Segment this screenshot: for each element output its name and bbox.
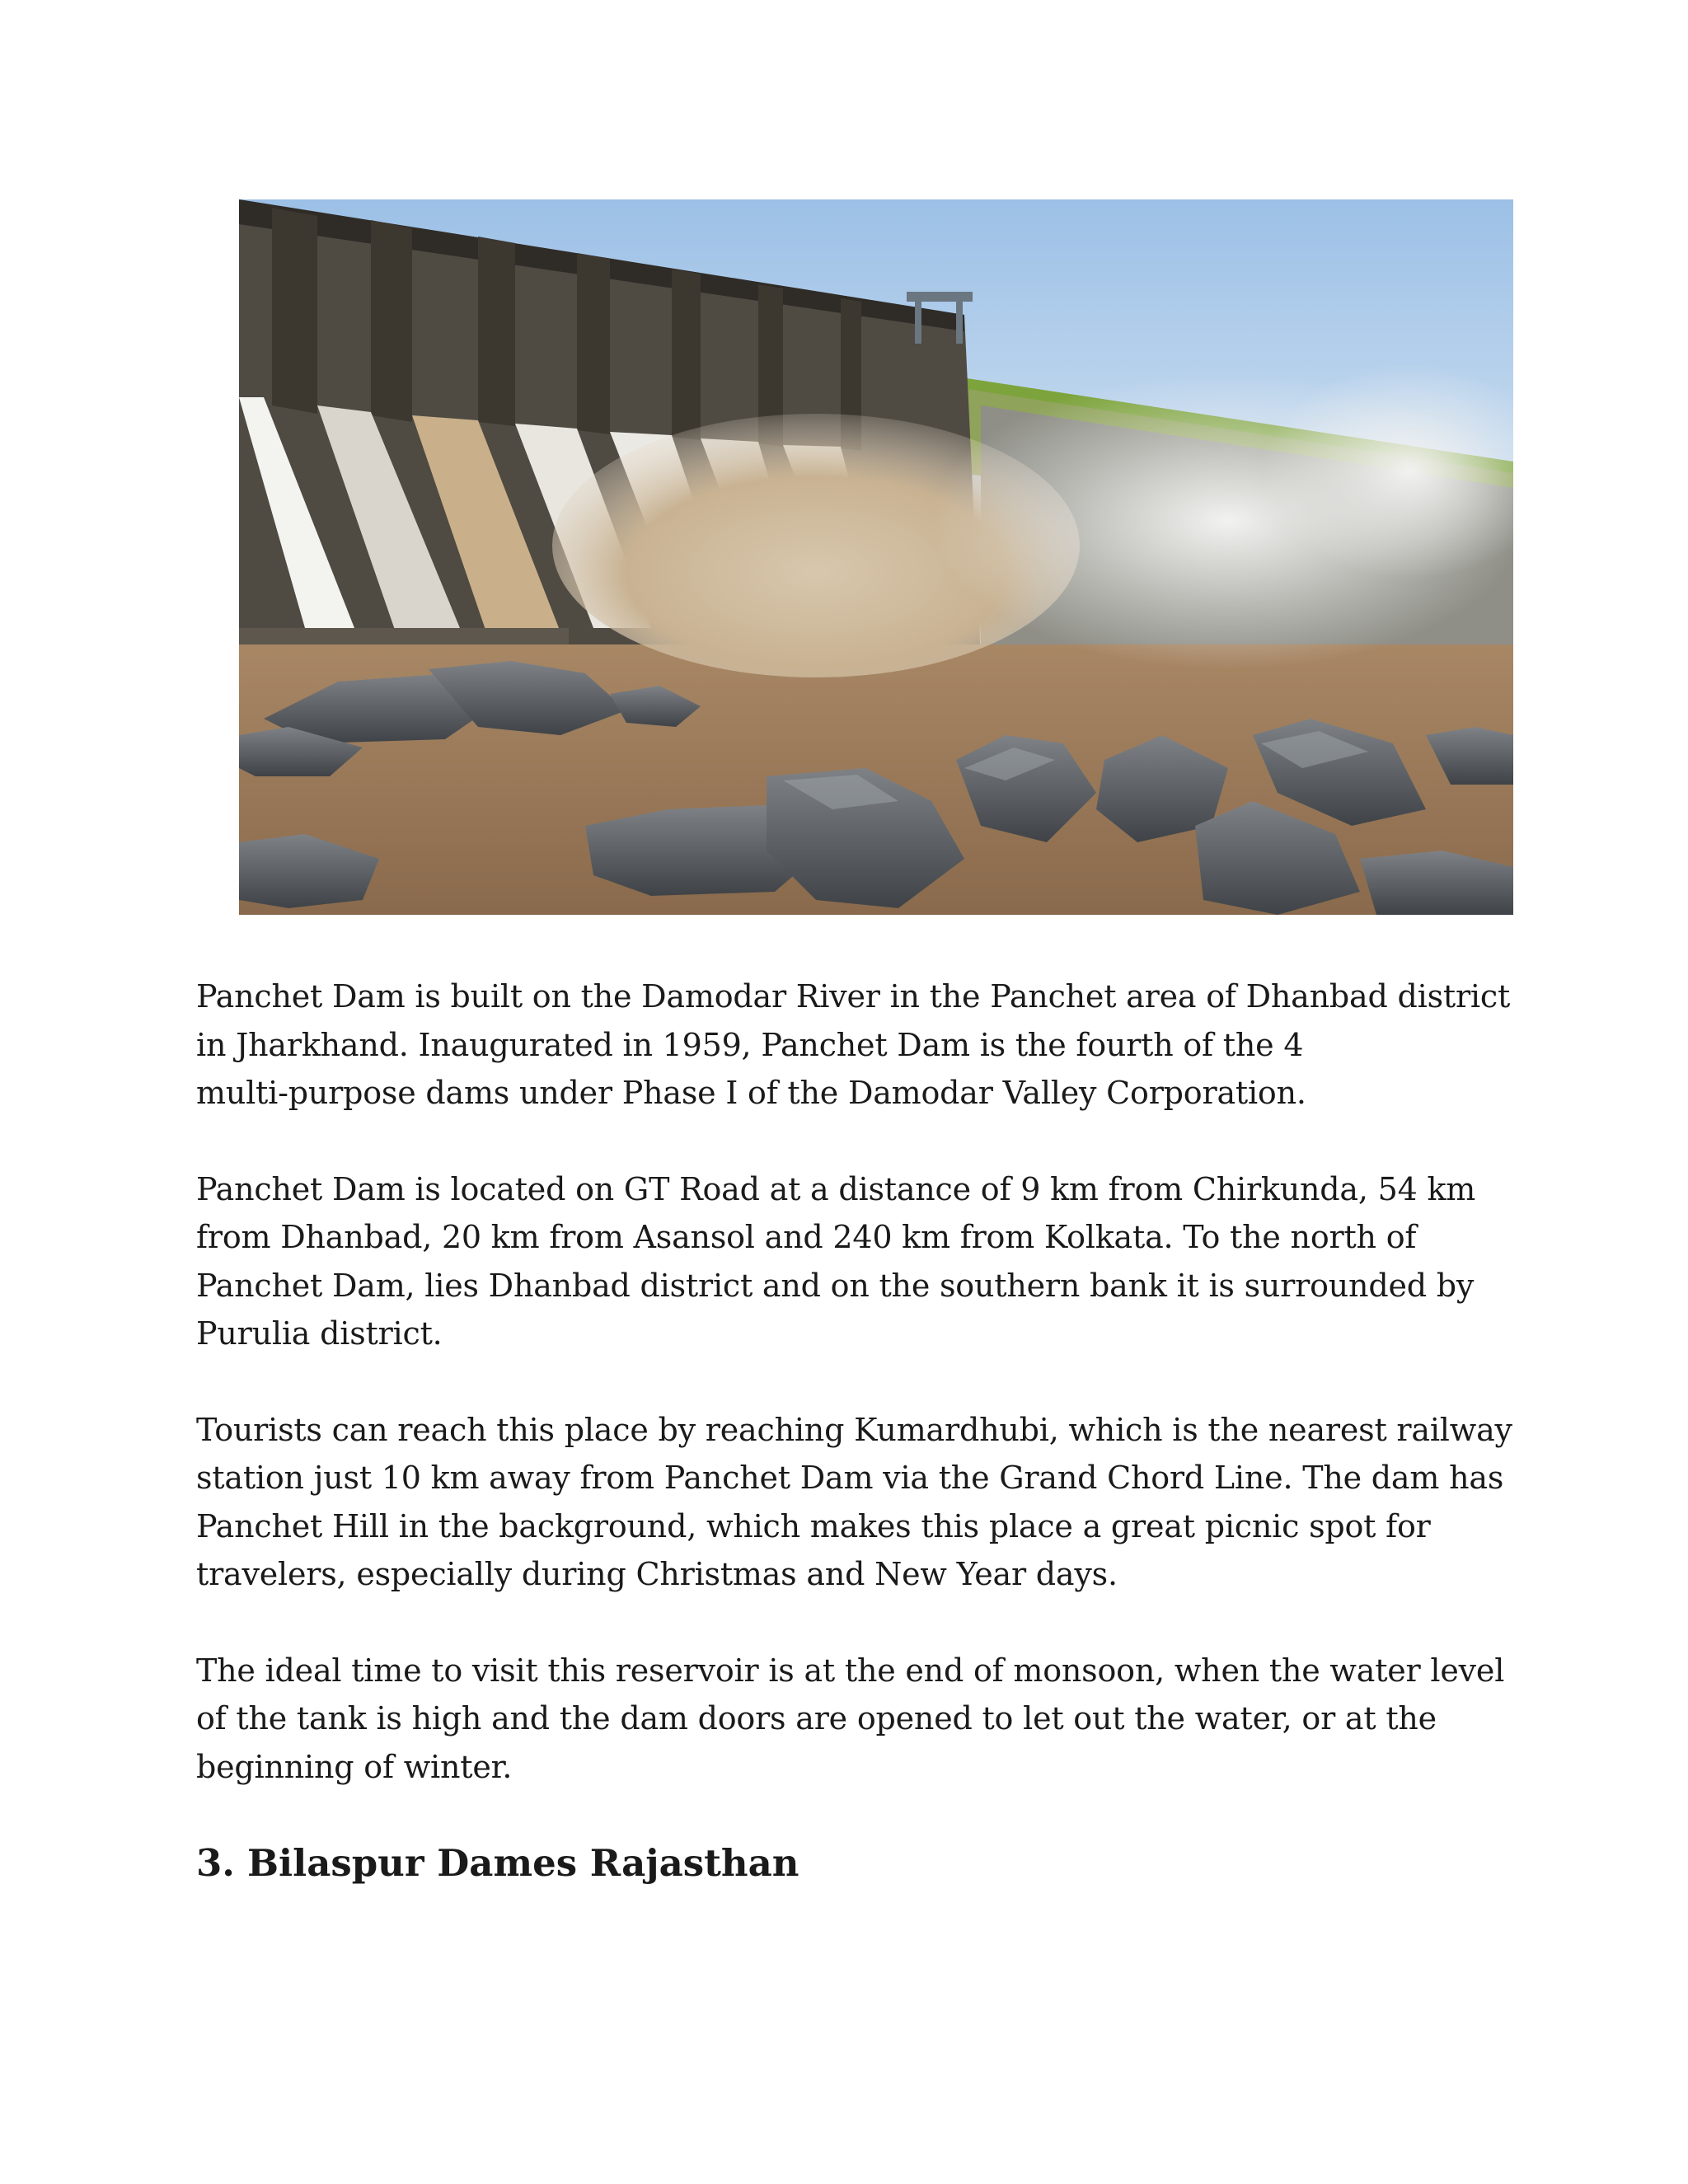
section-number: 3.	[196, 1841, 235, 1885]
paragraph-panchet-intro: Panchet Dam is built on the Damodar River in the Panchet area of Dhanbad district in Jharkhand. Inaugurated in 1959, Panchet Dam is the fourth of the 4 multi-purpose dams under Phase I of the Damodar Valley Corporation.	[196, 978, 1511, 1111]
paragraph-panchet-access: Tourists can reach this place by reaching Kumardhubi, which is the nearest railway station just 10 km away from Panchet Dam via the Grand Chord Line. The dam has Panchet Hill in the background, which makes this place a great picnic spot for travelers, especially during Christmas and New Year days.	[196, 1411, 1512, 1592]
section-title: Bilaspur Dames Rajasthan	[247, 1841, 799, 1885]
paragraph-panchet-location: Panchet Dam is located on GT Road at a distance of 9 km from Chirkunda, 54 km from Dhanbad, 20 km from Asansol and 240 km from Kolkata. To the north of Panchet Dam, lies Dhanbad district and on the southern bank it is surrounded by Purulia district.	[196, 1170, 1476, 1352]
section-heading	[196, 1839, 1515, 1888]
dam-photo	[239, 199, 1513, 915]
paragraph-panchet-best-time: The ideal time to visit this reservoir is at the end of monsoon, when the water level of the tank is high and the dam doors are opened to let out the water, or at the beginning of winter.	[196, 1652, 1505, 1785]
article-body	[196, 972, 1515, 1888]
